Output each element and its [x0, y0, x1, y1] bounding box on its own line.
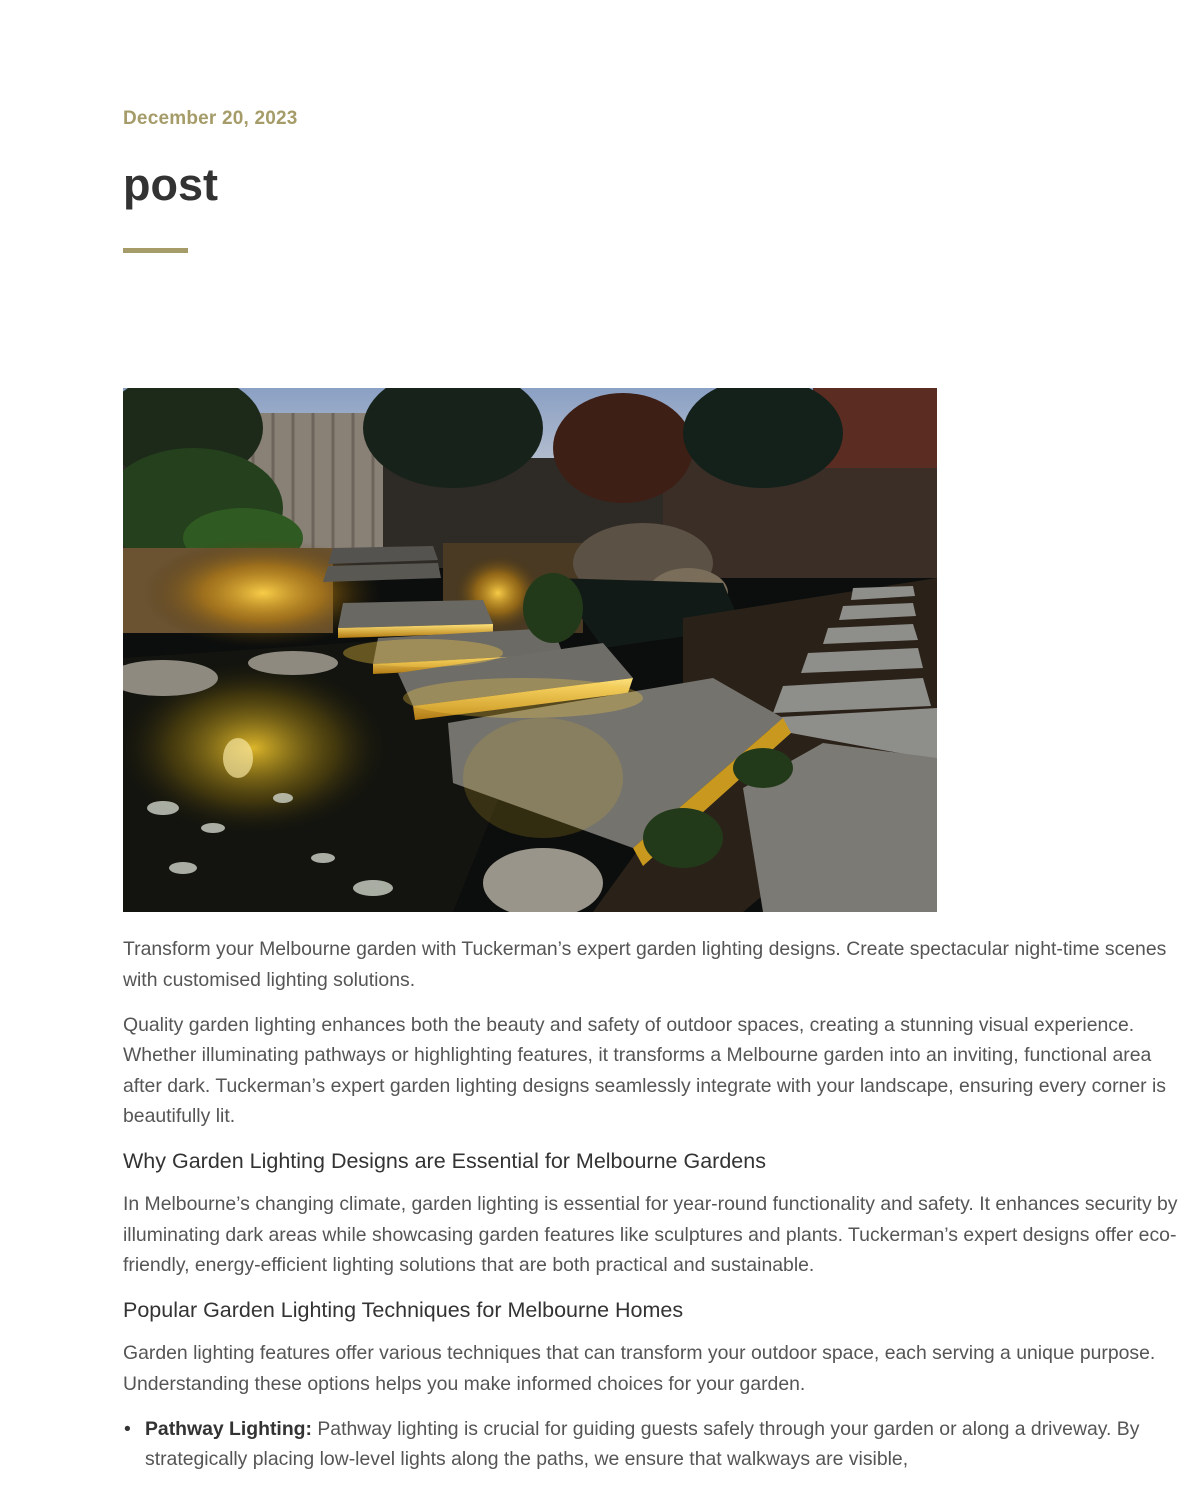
post-date: December 20, 2023 [123, 108, 298, 129]
title-divider [123, 248, 188, 253]
techniques-paragraph: Garden lighting features offer various techniques that can transform your outdoor space, each serving a unique purpose. Understanding these options helps you make informed choices for your garden. [123, 1342, 1156, 1395]
list-item-text: Pathway lighting is crucial for guiding guests safely through your garden or along a driveway. By strategically placing low-level lights along the paths, we ensure that walkways are visible, [145, 1417, 1140, 1470]
hero-image [123, 388, 937, 912]
list-item [123, 1414, 1189, 1475]
section-heading-why: Why Garden Lighting Designs are Essential for Melbourne Gardens [123, 1149, 766, 1173]
post-header [123, 106, 1123, 253]
section-heading-techniques: Popular Garden Lighting Techniques for Melbourne Homes [123, 1298, 684, 1322]
quality-paragraph: Quality garden lighting enhances both the beauty and safety of outdoor spaces, creating a stunning visual experience. Whether illuminating pathways or highlighting features, it transforms a Melbourne garden into an inviting, functional area after dark. Tuckerman’s expert garden lighting designs seamlessly integrate with your landscape, ensuring every corner is beautifully lit. [123, 1013, 1166, 1127]
climate-paragraph: In Melbourne’s changing climate, garden lighting is essential for year-round functionality and safety. It enhances security by illuminating dark areas while showcasing garden features like sculptures and plants. Tuckerman’s expert designs offer eco-friendly, energy-efficient lighting solutions that are both practical and sustainable. [123, 1193, 1178, 1276]
intro-paragraph: Transform your Melbourne garden with Tuckerman’s expert garden lighting designs. Create spectacular night-time scenes with customised lighting solutions. [123, 938, 1167, 991]
post-title: post [123, 159, 218, 210]
bullet-icon: • [124, 1417, 131, 1440]
techniques-list [123, 1414, 1189, 1475]
list-item-term: Pathway Lighting: [145, 1417, 312, 1440]
article-body [123, 934, 1189, 1475]
